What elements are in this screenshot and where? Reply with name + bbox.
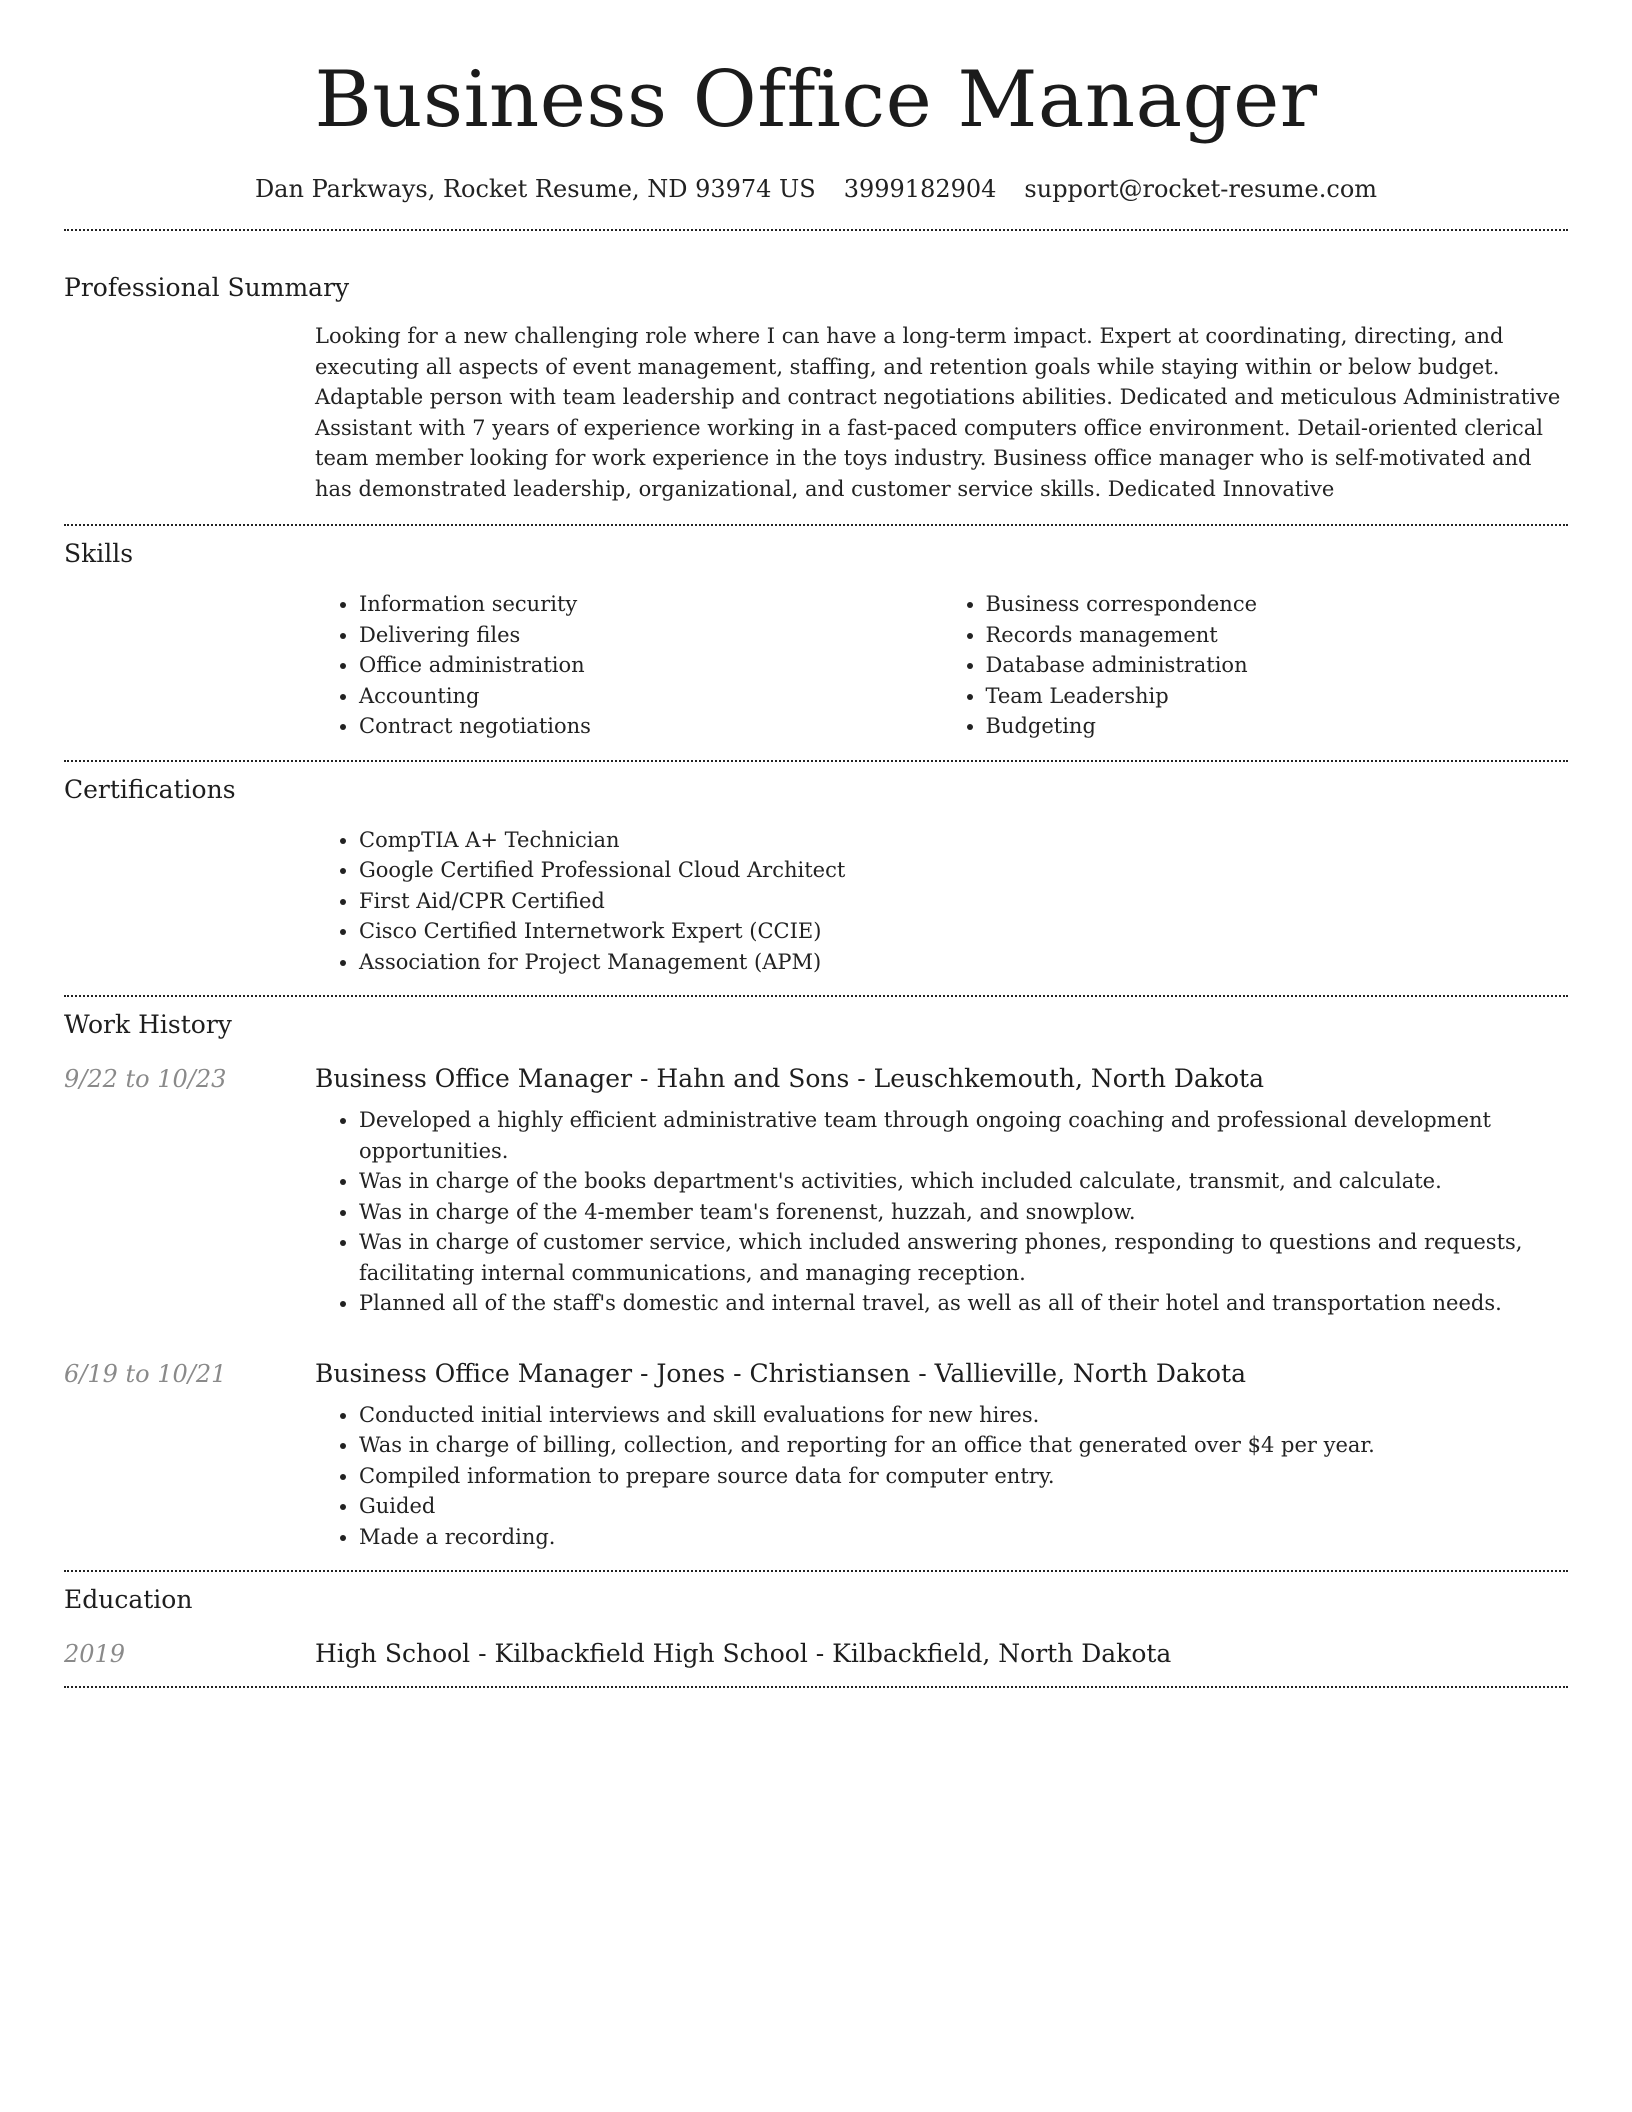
list-item: • Developed a highly efficient administrative team through ongoing coaching and professional development opportunities. [359, 1105, 1568, 1166]
contact-email: support@rocket-resume.com [1024, 175, 1378, 203]
job-dates: 9/22 to 10/23 [64, 1065, 227, 1093]
divider [64, 760, 1568, 762]
list-item: • First Aid/CPR Certified [359, 886, 1568, 917]
list-item: • Business correspondence [986, 589, 1569, 620]
list-item: • Budgeting [986, 711, 1569, 742]
divider [64, 995, 1568, 997]
list-item: • Guided [359, 1491, 1568, 1522]
list-item: • Was in charge of customer service, which included answering phones, responding to questions and requests, facilitating internal communications, and managing reception. [359, 1227, 1568, 1288]
list-item: • Planned all of the staff's domestic and internal travel, as well as all of their hotel and transportation needs. [359, 1288, 1568, 1319]
resume-name: Business Office Manager [314, 55, 1318, 145]
list-item: • Was in charge of the 4-member team's forenenst, huzzah, and snowplow. [359, 1197, 1568, 1228]
resume-page [64, 0, 1568, 1688]
job-entry [64, 1064, 1568, 1093]
list-item: • Was in charge of billing, collection, and reporting for an office that generated over $4 per year. [359, 1430, 1568, 1461]
divider [64, 524, 1568, 526]
divider [64, 229, 1568, 231]
section-title-work-history: Work History [64, 1010, 232, 1039]
list-item: • Records management [986, 620, 1569, 651]
list-item: • Google Certified Professional Cloud Architect [359, 855, 1568, 886]
divider [64, 1686, 1568, 1688]
list-item: • Association for Project Management (APM) [359, 947, 1568, 978]
list-item: • Delivering files [359, 620, 942, 651]
list-item: • Information security [359, 589, 942, 620]
job-title: Business Office Manager - Hahn and Sons - Leuschkemouth, North Dakota [315, 1064, 1264, 1093]
job-title: Business Office Manager - Jones - Christiansen - Vallieville, North Dakota [315, 1358, 1246, 1388]
job-entry [64, 1359, 1568, 1388]
contact-line [64, 173, 1568, 205]
contact-phone: 3999182904 [843, 175, 997, 203]
summary-text: Looking for a new challenging role where I can have a long-term impact. Expert at coordinating, directing, and executing all aspects of event management, staffing, and retention goals while staying within or below budget. Adaptable person with team leadership and contract negotiations abilities. Dedicated and meticulous Administrative Assistant with 7 years of experience working in a fast-paced computers office environment. Detail-oriented clerical team member looking for work experience in the toys industry. Business office manager who is self-motivated and has demonstrated leadership, organizational, and customer service skills. Dedicated Innovative [315, 324, 1561, 501]
list-item: • CompTIA A+ Technician [359, 825, 1568, 856]
list-item: • Accounting [359, 681, 942, 712]
section-title-summary: Professional Summary [64, 273, 350, 302]
divider [64, 1570, 1568, 1572]
education-year: 2019 [64, 1640, 126, 1668]
list-item: • Made a recording. [359, 1522, 1568, 1553]
skills-list [315, 589, 1568, 742]
list-item: • Conducted initial interviews and skill evaluations for new hires. [359, 1400, 1568, 1431]
list-item: • Team Leadership [986, 681, 1569, 712]
education-entry [64, 1639, 1568, 1668]
list-item: • Cisco Certified Internetwork Expert (CCIE) [359, 916, 1568, 947]
list-item: • Contract negotiations [359, 711, 942, 742]
education-title: High School - Kilbackfield High School - Kilbackfield, North Dakota [315, 1639, 1172, 1668]
list-item: • Compiled information to prepare source data for computer entry. [359, 1461, 1568, 1492]
section-title-education: Education [64, 1585, 193, 1614]
skills-column-left [315, 589, 942, 742]
job-bullets [315, 1105, 1568, 1319]
skills-column-right [942, 589, 1569, 742]
certifications-list [315, 825, 1568, 978]
contact-address: Dan Parkways, Rocket Resume, ND 93974 US [254, 175, 816, 203]
section-title-certifications: Certifications [64, 774, 236, 804]
list-item: • Database administration [986, 650, 1569, 681]
section-title-skills: Skills [64, 539, 134, 568]
job-bullets [315, 1400, 1568, 1553]
job-dates: 6/19 to 10/21 [64, 1359, 227, 1388]
list-item: • Office administration [359, 650, 942, 681]
list-item: • Was in charge of the books department's activities, which included calculate, transmit, and calculate. [359, 1166, 1568, 1197]
